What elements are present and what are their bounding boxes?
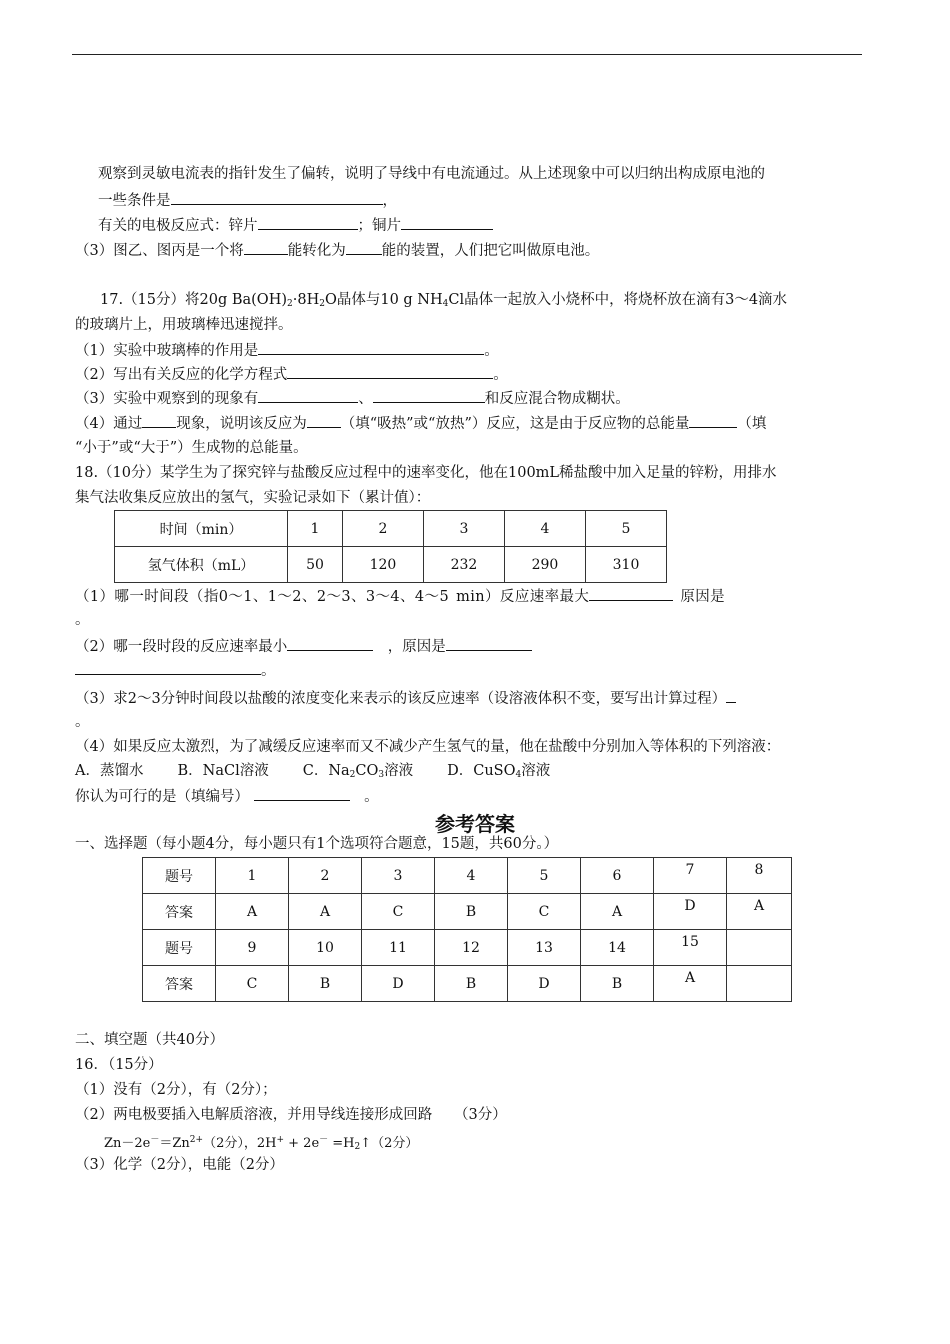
q18-table-cell: 氢气体积（mL） — [115, 547, 288, 583]
answers-cell: 14 — [581, 930, 654, 966]
answers-cell: D — [362, 966, 435, 1002]
answers-cell: D — [508, 966, 581, 1002]
answer-16-heading: 16．（15分） — [75, 1057, 163, 1073]
answers-cell: 答案 — [143, 966, 216, 1002]
q16-text-line-4: （3）图乙、图丙是一个将 能转化为 能的装置，人们把它叫做原电池。 — [75, 240, 865, 261]
q18-table-cell: 120 — [342, 547, 423, 583]
answers-cell: 11 — [362, 930, 435, 966]
q16-copper-blank[interactable] — [401, 215, 493, 230]
answers-cell — [727, 930, 792, 966]
answers-section-1-heading: 一、选择题（每小题4分，每小题只有1个选项符合题意，15题，共60分。） — [75, 836, 559, 852]
q18-table-cell: 1 — [288, 511, 343, 547]
q16-text-line-1: 观察到灵敏电流表的指针发生了偏转，说明了导线中有电流通过。从上述现象中可以归纳出构成原电池的 — [98, 166, 765, 182]
q18-table-cell: 3 — [423, 511, 504, 547]
answers-cell: A — [289, 894, 362, 930]
answers-cell: A — [216, 894, 289, 930]
answers-cell: 6 — [581, 858, 654, 894]
q17-part4-blank-1[interactable] — [142, 413, 176, 428]
q17-part3-blank-1[interactable] — [258, 388, 358, 403]
q16-text-line-2: 一些条件是 ， — [98, 190, 888, 211]
answers-table-row — [143, 894, 792, 930]
q18-data-table — [114, 510, 667, 583]
q18-part-2-cont: 。 — [75, 660, 865, 681]
answers-cell: D — [654, 894, 727, 930]
q18-table-cell: 232 — [423, 547, 504, 583]
answer-16-part-3: （3）化学（2分），电能（2分） — [75, 1157, 284, 1173]
answers-cell: 10 — [289, 930, 362, 966]
q18-table-cell: 50 — [288, 547, 343, 583]
q18-part-5: 你认为可行的是（填编号） 。 — [75, 786, 865, 807]
q18-table-cell: 4 — [504, 511, 585, 547]
q17-stem-line-2: 的玻璃片上，用玻璃棒迅速搅拌。 — [75, 317, 293, 333]
q17-part-2: （2）写出有关反应的化学方程式 。 — [75, 364, 865, 385]
q17-part-1: （1）实验中玻璃棒的作用是 。 — [75, 340, 865, 361]
answers-cell: 题号 — [143, 930, 216, 966]
answers-cell: 5 — [508, 858, 581, 894]
answers-cell: A — [581, 894, 654, 930]
q18-table-cell: 310 — [585, 547, 666, 583]
answers-cell: 1 — [216, 858, 289, 894]
q17-part-3: （3）实验中观察到的现象有 、 和反应混合物成糊状。 — [75, 388, 865, 409]
q16-zinc-blank[interactable] — [258, 215, 358, 230]
answer-16-part-2: （2）两电极要插入电解质溶液，并用导线连接形成回路 （3分） — [75, 1107, 507, 1123]
q18-part-1: （1）哪一时间段（指0～1、1～2、2～3、3～4、4～5 min）反应速率最大 原因是 — [75, 586, 865, 607]
answers-section-2-heading: 二、填空题（共40分） — [75, 1032, 224, 1048]
answers-cell: 12 — [435, 930, 508, 966]
q18-part3-blank[interactable] — [726, 688, 736, 703]
q17-part2-blank[interactable] — [287, 364, 493, 379]
q17-part1-blank[interactable] — [258, 340, 484, 355]
q18-part-3-end: 。 — [75, 714, 90, 730]
answers-cell: B — [435, 966, 508, 1002]
answers-cell: 2 — [289, 858, 362, 894]
q18-part2-blank-3[interactable] — [75, 660, 261, 675]
answers-title: 参考答案 — [435, 812, 515, 836]
q18-table-data-row — [115, 547, 667, 583]
answers-cell: 9 — [216, 930, 289, 966]
q18-table-cell: 5 — [585, 511, 666, 547]
q17-part-4-cont: “小于”或“大于”）生成物的总能量。 — [75, 440, 308, 456]
q18-table-header-row — [115, 511, 667, 547]
answers-table-row — [143, 930, 792, 966]
answers-cell: 题号 — [143, 858, 216, 894]
answers-cell: B — [435, 894, 508, 930]
q16-conditions-blank[interactable] — [171, 190, 383, 205]
answers-cell: C — [362, 894, 435, 930]
q16-energy-blank-1[interactable] — [244, 240, 288, 255]
answers-cell: 15 — [654, 930, 727, 966]
answers-cell: C — [508, 894, 581, 930]
q17-part-4: （4）通过 现象，说明该反应为 （填“吸热”或“放热”）反应，这是由于反应物的总能量 （填 — [75, 413, 865, 434]
answer-16-part-1: （1）没有（2分），有（2分）； — [75, 1082, 277, 1098]
option-b: B．NaCl溶液 — [177, 763, 269, 779]
q18-part-2: （2）哪一段时段的反应速率最小 ，原因是 — [75, 636, 865, 657]
option-d: D．CuSO$_4$溶液 — [447, 763, 551, 780]
q16-energy-blank-2[interactable] — [346, 240, 382, 255]
q18-stem-line-1: 18.（10分）某学生为了探究锌与盐酸反应过程中的速率变化，他在100mL稀盐酸中加入足量的锌粉，用排水 — [75, 465, 777, 481]
answers-cell: 8 — [727, 858, 792, 894]
answers-cell: A — [654, 966, 727, 1002]
q16-text-line-3: 有关的电极反应式：锌片 ；铜片 — [98, 215, 888, 236]
option-a: A．蒸馏水 — [75, 763, 144, 779]
option-c: C．$Na_2CO_3$溶液 — [302, 763, 414, 780]
q17-part4-blank-2[interactable] — [307, 413, 341, 428]
q18-answer-blank[interactable] — [254, 786, 350, 801]
q18-table-cell: 290 — [504, 547, 585, 583]
answers-cell: B — [581, 966, 654, 1002]
q17-stem-line-1: 17.（15分）将20g $Ba(OH)_2\cdot 8H_2O$晶体与10 g $NH_4Cl$晶体一起放入小烧杯中，将烧杯放在滴有3～4滴水 — [100, 292, 788, 309]
answers-cell: 7 — [654, 858, 727, 894]
answers-table-row — [143, 966, 792, 1002]
q18-options — [75, 761, 865, 785]
answers-cell — [727, 966, 792, 1002]
q18-part1-blank[interactable] — [589, 586, 673, 601]
answer-16-equations: $Zn-2e^-=Zn^{2+}(2$分），$2H^+ + 2e^- =H_2↑(2$分） — [104, 1135, 419, 1152]
answers-cell: 13 — [508, 930, 581, 966]
answers-table-row — [143, 858, 792, 894]
q18-part2-blank-1[interactable] — [287, 636, 373, 651]
answers-cell: C — [216, 966, 289, 1002]
answers-cell: B — [289, 966, 362, 1002]
answers-cell: 4 — [435, 858, 508, 894]
q17-part4-blank-3[interactable] — [689, 413, 737, 428]
q18-stem-line-2: 集气法收集反应放出的氢气，实验记录如下（累计值）： — [75, 490, 431, 506]
q17-part3-blank-2[interactable] — [373, 388, 485, 403]
q18-part-3: （3）求2～3分钟时间段以盐酸的浓度变化来表示的该反应速率（设溶液体积不变，要写出计算过程） — [75, 688, 865, 709]
answers-cell: 答案 — [143, 894, 216, 930]
q18-table-cell: 2 — [342, 511, 423, 547]
q18-part2-blank-2[interactable] — [446, 636, 532, 651]
answers-table — [142, 857, 792, 1002]
page-header-rule — [72, 54, 862, 55]
q18-part-1-end: 。 — [75, 612, 90, 628]
q18-table-cell: 时间（min） — [115, 511, 288, 547]
answers-cell: 3 — [362, 858, 435, 894]
q18-part-4: （4）如果反应太激烈，为了减缓反应速率而又不减少产生氢气的量，他在盐酸中分别加入等体积的下列溶液： — [75, 739, 781, 755]
answers-cell: A — [727, 894, 792, 930]
